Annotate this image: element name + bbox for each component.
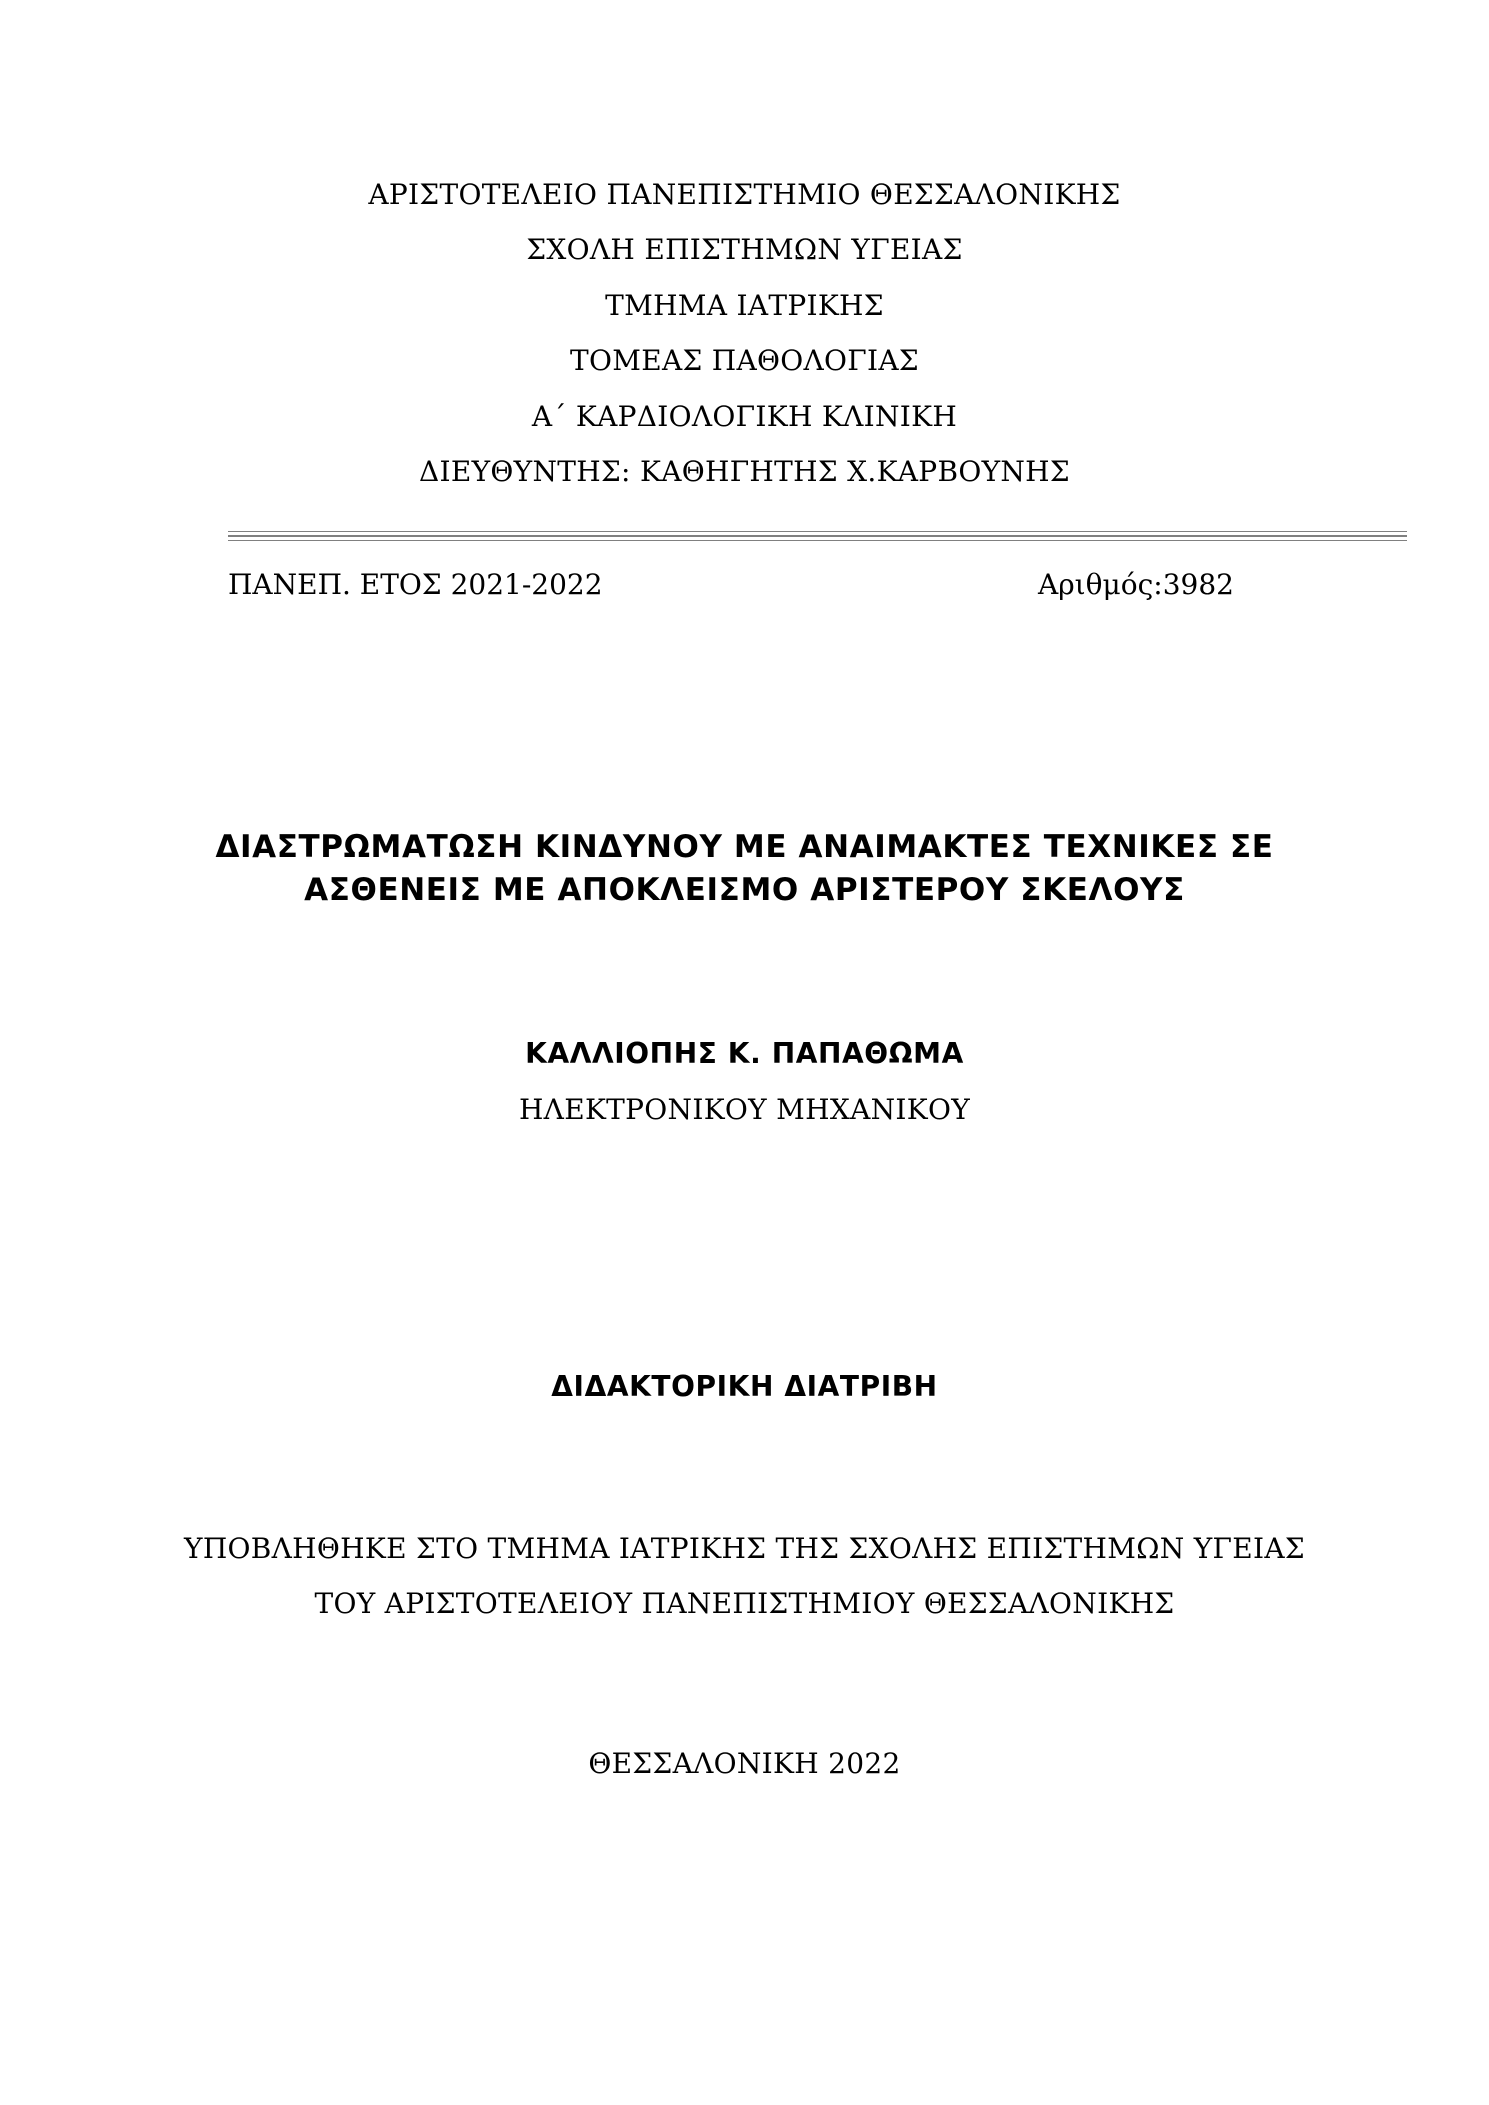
school-name: ΣΧΟΛΗ ΕΠΙΣΤΗΜΩΝ ΥΓΕΙΑΣ (526, 233, 963, 266)
author-profession: ΗΛΕΚΤΡΟΝΙΚΟΥ ΜΗΧΑΝΙΚΟΥ (518, 1093, 971, 1126)
submission-line-2: ΤΟΥ ΑΡΙΣΤΟΤΕΛΕΙΟΥ ΠΑΝΕΠΙΣΤΗΜΙΟΥ ΘΕΣΣΑΛΟΝΙΚΗΣ (314, 1587, 1175, 1620)
thesis-number: Αριθμός:3982 (1038, 568, 1234, 601)
submission-line-1: ΥΠΟΒΛΗΘΗΚΕ ΣΤΟ ΤΜΗΜΑ ΙΑΤΡΙΚΗΣ ΤΗΣ ΣΧΟΛΗΣ ΕΠΙΣΤΗΜΩΝ ΥΓΕΙΑΣ (184, 1532, 1305, 1565)
divider-line-top (228, 531, 1407, 532)
author-name: ΚΑΛΛΙΟΠΗΣ Κ. ΠΑΠΑΘΩΜΑ (525, 1037, 964, 1070)
thesis-title-line-1: ΔΙΑΣΤΡΩΜΑΤΩΣΗ ΚΙΝΔΥΝΟΥ ΜΕ ΑΝΑΙΜΑΚΤΕΣ ΤΕΧΝΙΚΕΣ ΣΕ (215, 829, 1274, 865)
document-type: ΔΙΔΑΚΤΟΡΙΚΗ ΔΙΑΤΡΙΒΗ (551, 1370, 938, 1403)
place-and-year: ΘΕΣΣΑΛΟΝΙΚΗ 2022 (588, 1747, 901, 1780)
divider-line-middle (228, 535, 1407, 537)
clinic-name: Α΄ ΚΑΡΔΙΟΛΟΓΙΚΗ ΚΛΙΝΙΚΗ (531, 400, 958, 433)
academic-year: ΠΑΝΕΠ. ΕΤΟΣ 2021-2022 (228, 568, 603, 601)
thesis-title-line-2: ΑΣΘΕΝΕΙΣ ΜΕ ΑΠΟΚΛΕΙΣΜΟ ΑΡΙΣΤΕΡΟΥ ΣΚΕΛΟΥΣ (304, 872, 1185, 908)
university-name: ΑΡΙΣΤΟΤΕΛΕΙΟ ΠΑΝΕΠΙΣΤΗΜΙΟ ΘΕΣΣΑΛΟΝΙΚΗΣ (368, 178, 1121, 211)
sector-name: ΤΟΜΕΑΣ ΠΑΘΟΛΟΓΙΑΣ (570, 344, 919, 377)
divider-line-bottom (228, 540, 1407, 541)
department-name: ΤΜΗΜΑ ΙΑΤΡΙΚΗΣ (605, 289, 884, 322)
director-line: ΔΙΕΥΘΥΝΤΗΣ: ΚΑΘΗΓΗΤΗΣ Χ.ΚΑΡΒΟΥΝΗΣ (419, 455, 1070, 488)
